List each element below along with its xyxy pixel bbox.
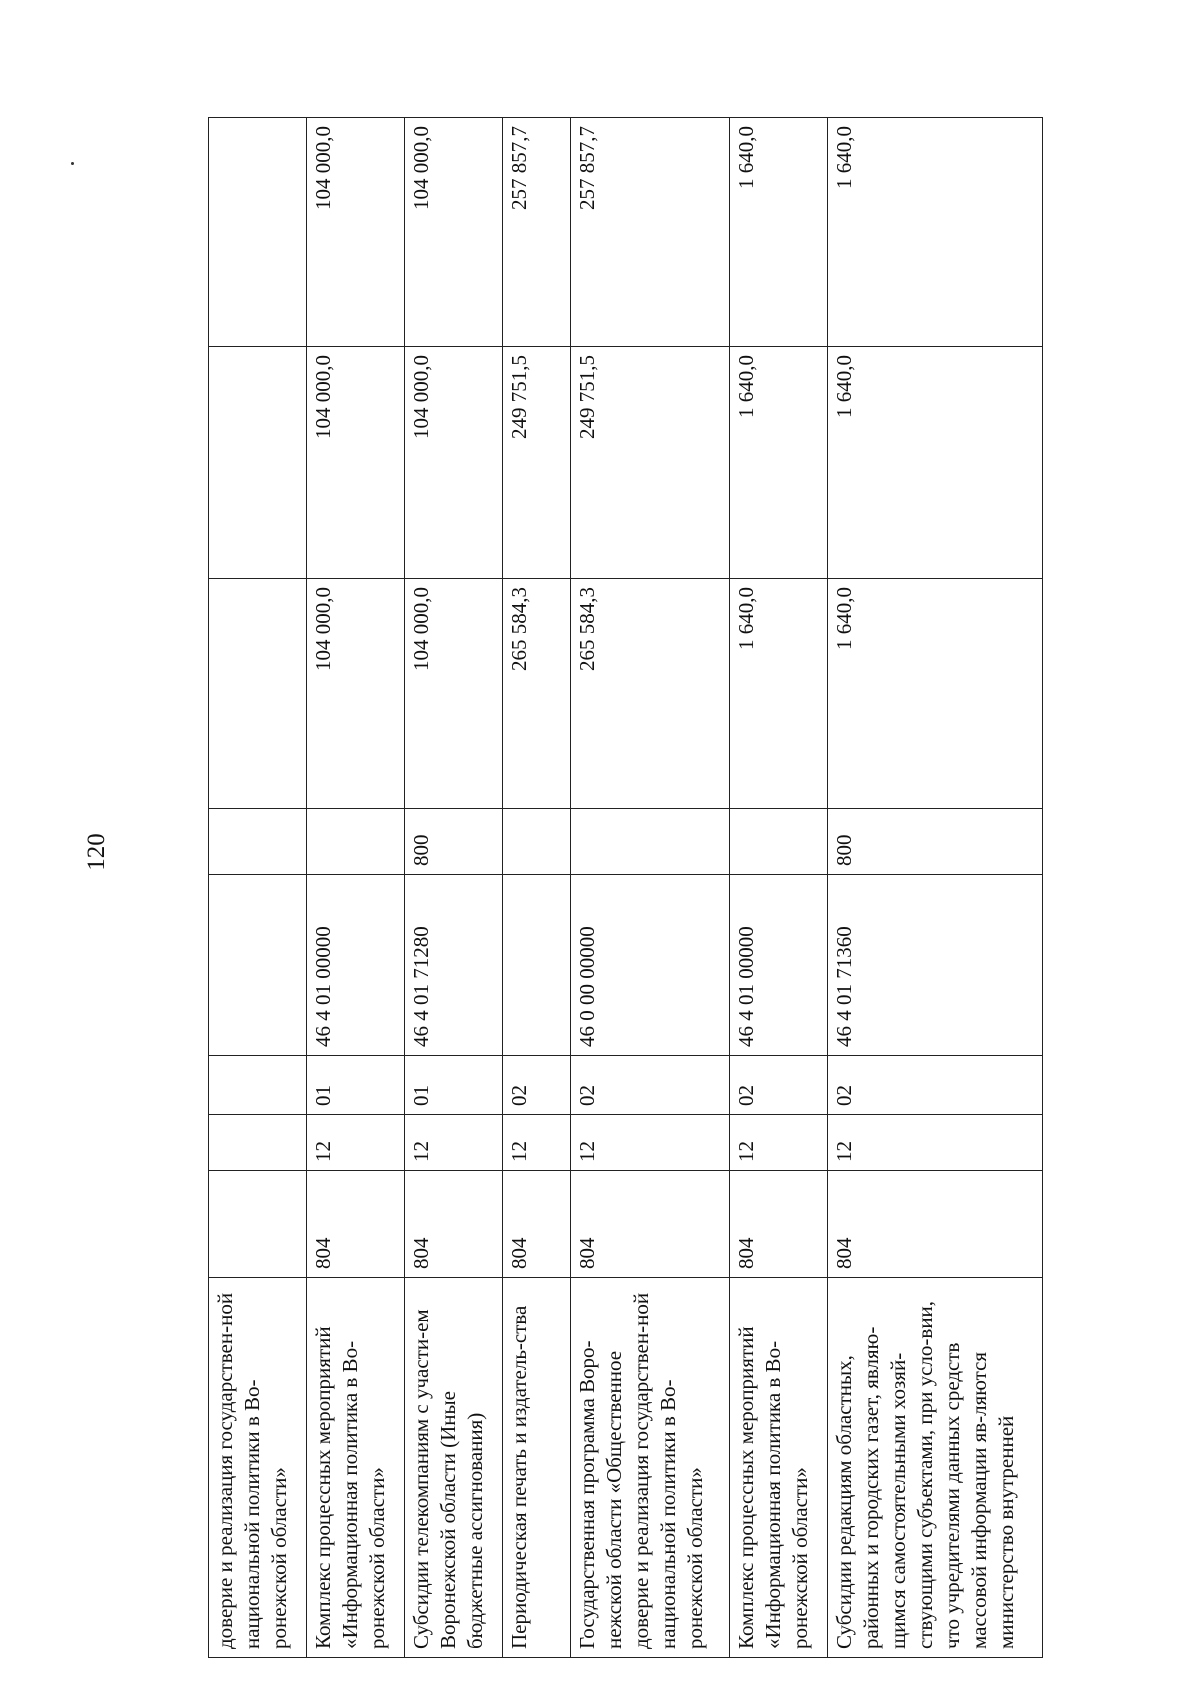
cell-pr: 02	[503, 1056, 571, 1115]
cell-pr: 01	[307, 1056, 405, 1115]
cell-vr	[307, 809, 405, 875]
cell-csr	[503, 875, 571, 1056]
cell-rz: 12	[503, 1115, 571, 1171]
cell-year3: 1 640,0	[828, 118, 1043, 347]
cell-year1	[209, 579, 307, 809]
cell-vr	[571, 809, 730, 875]
cell-year2: 249 751,5	[503, 347, 571, 579]
cell-csr: 46 0 00 00000	[571, 875, 730, 1056]
cell-rz: 12	[307, 1115, 405, 1171]
table-row	[209, 118, 307, 1658]
cell-year2	[209, 347, 307, 579]
cell-ved	[209, 1171, 307, 1278]
cell-vr	[209, 809, 307, 875]
cell-description: доверие и реализация государствен-ной национальной политики в Во-ронежской области»	[209, 1278, 307, 1658]
cell-year1: 265 584,3	[503, 579, 571, 809]
cell-csr: 46 4 01 71280	[405, 875, 503, 1056]
cell-pr: 02	[730, 1056, 828, 1115]
cell-ved: 804	[405, 1171, 503, 1278]
table-body	[209, 118, 1043, 1658]
cell-year2: 1 640,0	[828, 347, 1043, 579]
cell-year3: 1 640,0	[730, 118, 828, 347]
cell-rz: 12	[730, 1115, 828, 1171]
cell-description: Комплекс процессных мероприятий «Информационная политика в Во-ронежской области»	[307, 1278, 405, 1658]
cell-csr: 46 4 01 00000	[730, 875, 828, 1056]
cell-year1: 265 584,3	[571, 579, 730, 809]
cell-year1: 104 000,0	[405, 579, 503, 809]
cell-rz	[209, 1115, 307, 1171]
cell-pr	[209, 1056, 307, 1115]
cell-ved: 804	[307, 1171, 405, 1278]
cell-csr: 46 4 01 00000	[307, 875, 405, 1056]
cell-year2: 104 000,0	[307, 347, 405, 579]
cell-pr: 01	[405, 1056, 503, 1115]
cell-year2: 249 751,5	[571, 347, 730, 579]
cell-rz: 12	[571, 1115, 730, 1171]
cell-year2: 1 640,0	[730, 347, 828, 579]
cell-ved: 804	[571, 1171, 730, 1278]
cell-vr: 800	[405, 809, 503, 875]
cell-rz: 12	[405, 1115, 503, 1171]
cell-vr: 800	[828, 809, 1043, 875]
cell-ved: 804	[503, 1171, 571, 1278]
cell-year2: 104 000,0	[405, 347, 503, 579]
budget-table	[208, 117, 1043, 1658]
cell-description: Субсидии телекомпаниям с участи-ем Воронежской области (Иные бюджетные ассигнования)	[405, 1278, 503, 1658]
table-row	[503, 118, 571, 1658]
table-row	[307, 118, 405, 1658]
cell-year3: 257 857,7	[503, 118, 571, 347]
cell-year3: 104 000,0	[405, 118, 503, 347]
rotated-table-wrapper	[208, 118, 1043, 1658]
cell-pr: 02	[828, 1056, 1043, 1115]
page-number: 120	[83, 833, 110, 871]
table-row	[405, 118, 503, 1658]
cell-csr: 46 4 01 71360	[828, 875, 1043, 1056]
cell-year3	[209, 118, 307, 347]
cell-pr: 02	[571, 1056, 730, 1115]
cell-year1: 1 640,0	[730, 579, 828, 809]
cell-year3: 257 857,7	[571, 118, 730, 347]
cell-year1: 1 640,0	[828, 579, 1043, 809]
cell-description: Субсидии редакциям областных, районных и городских газет, являю-щимся самостоятельными хозяй-ствующими субъектами, при усло-вии, что учредителями данных средств массовой информации яв-ляются министерство внутренней	[828, 1278, 1043, 1658]
cell-year3: 104 000,0	[307, 118, 405, 347]
table-row	[828, 118, 1043, 1658]
cell-csr	[209, 875, 307, 1056]
cell-description: Периодическая печать и издатель-ства	[503, 1278, 571, 1658]
cell-ved: 804	[828, 1171, 1043, 1278]
table-row	[730, 118, 828, 1658]
table-row	[571, 118, 730, 1658]
cell-vr	[503, 809, 571, 875]
cell-rz: 12	[828, 1115, 1043, 1171]
cell-vr	[730, 809, 828, 875]
cell-description: Государственная программа Воро-нежской области «Общественное доверие и реализация государствен-ной национальной политики в Во-ронежской области»	[571, 1278, 730, 1658]
cell-year1: 104 000,0	[307, 579, 405, 809]
cell-description: Комплекс процессных мероприятий «Информационная политика в Во-ронежской области»	[730, 1278, 828, 1658]
scan-speck	[71, 162, 74, 165]
cell-ved: 804	[730, 1171, 828, 1278]
